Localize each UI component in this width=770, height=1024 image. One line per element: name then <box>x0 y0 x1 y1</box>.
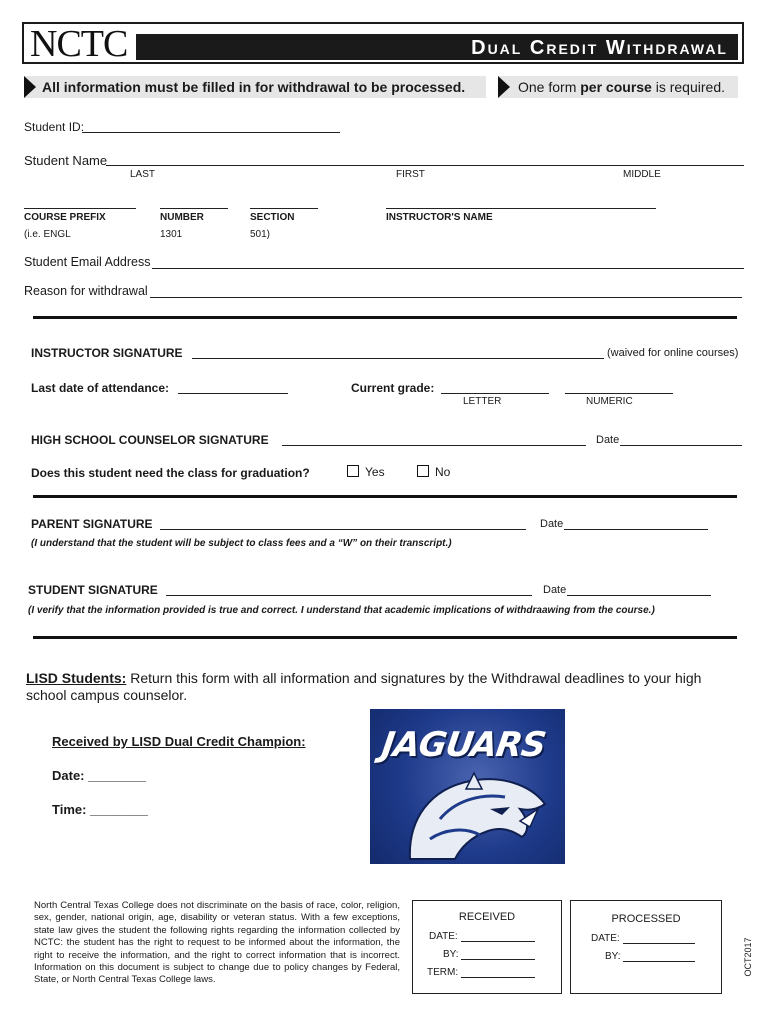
course-prefix-field[interactable] <box>24 202 136 209</box>
processed-box <box>570 900 722 994</box>
processed-by-label: BY: <box>605 951 621 962</box>
jaguars-logo <box>370 709 565 864</box>
grade-numeric-label: NUMERIC <box>586 396 633 407</box>
current-grade-label: Current grade: <box>351 381 435 395</box>
one-form-notice: One form per course is required. <box>498 76 738 98</box>
name-last-label: LAST <box>130 169 156 180</box>
course-prefix-label: COURSE PREFIX <box>24 212 106 223</box>
received-date-field[interactable]: Date: ________ <box>52 768 146 783</box>
nctc-logo: NCTC <box>30 23 128 65</box>
counselor-signature-field[interactable] <box>282 432 586 446</box>
received-term-label: TERM: <box>427 967 459 978</box>
graduation-no-option[interactable]: No <box>417 465 450 479</box>
name-first-label: FIRST <box>396 169 425 180</box>
waived-note: (waived for online courses) <box>607 347 739 359</box>
grade-letter-field[interactable] <box>441 380 549 394</box>
title-bar <box>136 34 738 60</box>
name-middle-label: MIDDLE <box>623 169 661 180</box>
student-id-field[interactable] <box>82 120 340 133</box>
course-number-label: NUMBER <box>160 212 204 223</box>
section-divider <box>33 636 737 639</box>
instructor-signature-field[interactable] <box>192 345 604 359</box>
received-date-label: DATE: <box>429 931 458 942</box>
graduation-question: Does this student need the class for graduation? <box>31 466 310 480</box>
student-name-field[interactable] <box>106 152 744 166</box>
course-section-field[interactable] <box>250 202 318 209</box>
graduation-yes-option[interactable]: Yes <box>347 465 385 479</box>
course-number-example: 1301 <box>160 229 183 240</box>
student-note: (I verify that the information provided is true and correct. I understand that academic implications of withdraawing from the course.) <box>28 605 655 616</box>
instructor-signature-label: INSTRUCTOR SIGNATURE <box>31 346 183 360</box>
received-time-field[interactable]: Time: ________ <box>52 802 148 817</box>
parent-date-field[interactable] <box>564 516 708 530</box>
parent-signature-field[interactable] <box>160 516 526 530</box>
grade-letter-label: LETTER <box>463 396 502 407</box>
counselor-date-field[interactable] <box>620 432 742 446</box>
lisd-heading: LISD Students: <box>26 670 127 686</box>
form-header <box>22 22 744 64</box>
received-by-input[interactable] <box>461 949 535 960</box>
student-date-field[interactable] <box>567 582 711 596</box>
jaguars-wordmark: JAGUARS <box>379 725 548 765</box>
parent-note: (I understand that the student will be subject to class fees and a “W” on their transcript.) <box>31 538 452 549</box>
course-section-label: SECTION <box>250 212 295 223</box>
email-field[interactable] <box>152 255 744 269</box>
received-box <box>412 900 562 994</box>
arrow-icon <box>498 76 510 98</box>
processed-title: PROCESSED <box>611 913 681 925</box>
counselor-signature-label: HIGH SCHOOL COUNSELOR SIGNATURE <box>31 433 269 447</box>
nondiscrimination-disclaimer: North Central Texas College does not discriminate on the basis of race, color, religion, sex, gender, national origin, age, disability or veteran status. With a few exceptions, state law gives the student the following rights regarding the information collected by NCTC: the student has the right to request to be informed about the information, the right to receive the information, and the right to correct information that is incorrect. Information on this document is subject to change due to policy changes by Federal, State, or North Central Texas College laws. <box>34 900 400 986</box>
reason-label: Reason for withdrawal <box>24 284 148 298</box>
arrow-icon <box>24 76 36 98</box>
received-by-field-label: BY: <box>443 949 459 960</box>
student-date-label: Date <box>543 584 567 596</box>
student-signature-label: STUDENT SIGNATURE <box>28 583 158 597</box>
section-divider <box>33 316 737 319</box>
processed-by-input[interactable] <box>623 951 695 962</box>
received-term-input[interactable] <box>461 967 535 978</box>
grade-numeric-field[interactable] <box>565 380 673 394</box>
email-label: Student Email Address <box>24 255 151 269</box>
course-section-example: 501) <box>250 229 271 240</box>
course-number-field[interactable] <box>160 202 228 209</box>
counselor-date-label: Date <box>596 434 620 446</box>
student-id-label: Student ID: <box>24 120 85 134</box>
lisd-instructions: LISD Students: Return this form with all information and signatures by the Withdrawal deadlines to your high school campus counselor. <box>26 670 702 703</box>
no-checkbox[interactable] <box>417 465 429 477</box>
reason-field[interactable] <box>150 284 742 298</box>
processed-date-label: DATE: <box>591 933 620 944</box>
instructor-name-field[interactable] <box>386 202 656 209</box>
received-by-label: Received by LISD Dual Credit Champion: <box>52 734 306 749</box>
student-name-label: Student Name <box>24 153 108 168</box>
yes-checkbox[interactable] <box>347 465 359 477</box>
processed-date-input[interactable] <box>623 933 695 944</box>
last-date-field[interactable] <box>178 380 288 394</box>
parent-date-label: Date <box>540 518 564 530</box>
instructor-name-label: INSTRUCTOR'S NAME <box>386 212 493 223</box>
course-prefix-example: (i.e. ENGL <box>24 229 71 240</box>
revision-date: OCT2017 <box>743 937 753 977</box>
last-date-label: Last date of attendance: <box>31 381 170 395</box>
form-title: Dual Credit Withdrawal <box>471 37 728 59</box>
received-date-input[interactable] <box>461 931 535 942</box>
received-title: RECEIVED <box>458 911 516 923</box>
parent-signature-label: PARENT SIGNATURE <box>31 517 153 531</box>
student-signature-field[interactable] <box>166 582 532 596</box>
section-divider <box>33 495 737 498</box>
required-notice: All information must be filled in for withdrawal to be processed. <box>24 76 486 98</box>
